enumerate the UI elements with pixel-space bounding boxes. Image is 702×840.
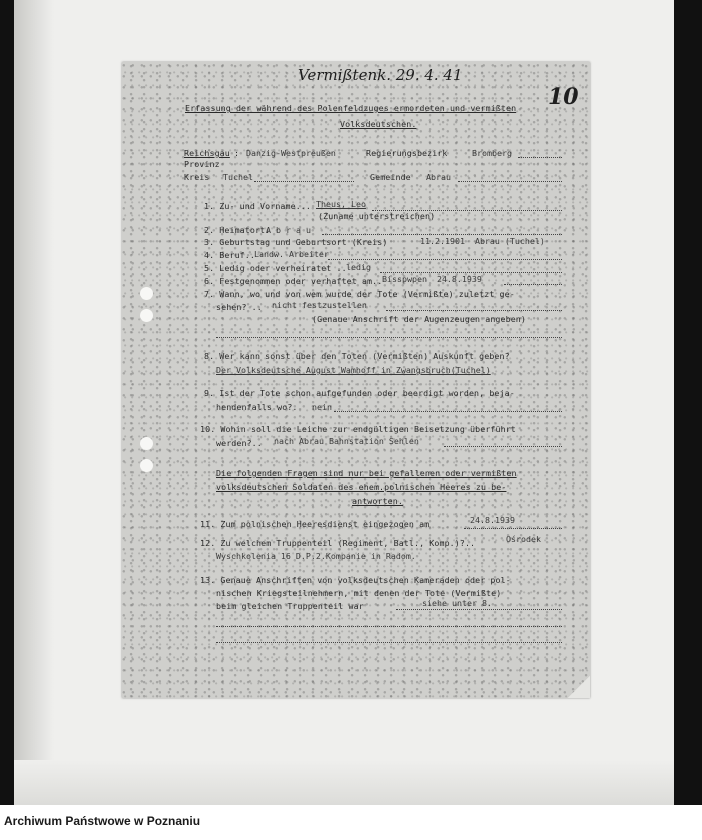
reichsgau-value: Danzig-Westpreußen [246, 148, 336, 158]
question-2-label: 2. Heimatort. [204, 225, 271, 235]
question-2-value: A b r a u [266, 225, 311, 235]
question-1-value: Theus, Leo [316, 199, 366, 209]
punch-hole [140, 287, 153, 300]
document-page: Vermißtenk. 29. 4. 41 10 Erfassung der während des Polenfeldzuges ermordeten und vermißten Volksdeutschen. Reichsgau : Danzig-Westpreußen Regierungsbezirk Bromberg Provinz Kreis Tuchel Gemeinde Abrau 1. Zu- und Vorname... Theus, Leo (Zuname unterstreichen) 2. Heimatort. A b r a u 3. Geburtstag und Geburtsort (Kreis) 11.2.1901 Abrau (Tuchel) 4. Beruf.. Landw. Arbeiter 5. Ledig oder verheiratet .. ledig 6. Festgenommen oder verhaftet am.. Bisspwpen 24.8.1939 7. Wann, wo und von wem wurde der Tote (Vermißte) zuletzt ge- sehen? .. nicht festzustellen (Genaue Anschrift der Augenzeugen angeben) 8. Wer kann sonst über den Toten (Vermißten) Auskunft geben? Der Volksdeutsche August Wamhoff in Zwangsbruch(Tuchel) 9. Ist der Tote schon aufgefunden oder beerdigt worden, beja- hendenfalls wo?. nein 10. Wohin soll die Leiche zur endgültigen Beisetzung überführt werden?.. nach Abrau Bahnstation Sehlen Die folgenden Fragen sind nur bei gefallenen oder vermißten volksdeutschen Soldaten des ehem.polnischen Heeres zu be- antworten. 11. Zum polnischen Heeresdienst eingezogen am 24.8.1939 12. Zu welchem Truppenteil (Regiment, Batl., Komp.)?.. Ośrodek Wyschkolenia 16 D.P.2.Kompanie in Radom. 13. Genaue Anschriften von volksdeutschen Kameraden oder pol- nischen Kriegsteilnehmern, mit denen der Tote (Vermißte) beim gleichen Truppenteil war siehe unter 8. [122, 62, 590, 698]
reichsgau-label: Reichsgau [184, 148, 230, 158]
soldiers-note-line-3: antworten. [352, 496, 403, 506]
gemeinde-value: Abrau [426, 172, 451, 182]
question-1-label: 1. Zu- und Vorname... [204, 201, 311, 211]
question-3-label: 3. Geburtstag und Geburtsort (Kreis) [204, 237, 388, 247]
question-13-line-1: 13. Genaue Anschriften von volksdeutschen Kameraden oder pol- [200, 575, 511, 585]
question-8-value: Der Volksdeutsche August Wamhoff in Zwangsbruch(Tuchel) [216, 365, 491, 375]
regierungsbezirk-value: Bromberg [472, 148, 512, 158]
frame-bottom-shade [14, 760, 674, 805]
question-7-value: nicht festzustellen [272, 300, 367, 310]
question-3-value: 11.2.1901 Abrau (Tuchel) [420, 236, 545, 246]
question-10-value: nach Abrau Bahnstation Sehlen [274, 436, 419, 446]
regierungsbezirk-label: Regierungsbezirk [366, 148, 448, 158]
handwritten-page-number: 10 [548, 84, 579, 110]
question-11-label: 11. Zum polnischen Heeresdienst eingezogen am [200, 519, 430, 529]
handwritten-header-note: Vermißtenk. 29. 4. 41 [298, 66, 463, 84]
question-6-value: Bisspwpen 24.8.1939 [382, 274, 482, 284]
document-title-line-1: Erfassung der während des Polenfeldzuges ermordeten und vermißten [185, 103, 517, 113]
provinz-label: Provinz [184, 159, 220, 169]
question-12-value: Ośrodek [506, 534, 541, 544]
question-11-value: 24.8.1939 [470, 515, 515, 525]
soldiers-note-line-1: Die folgenden Fragen sind nur bei gefallenen oder vermißten [216, 468, 517, 478]
gemeinde-label: Gemeinde [370, 172, 411, 182]
kreis-value: Tuchel [223, 172, 253, 182]
question-7-line-2: sehen? .. [216, 302, 262, 312]
punch-hole [140, 459, 153, 472]
question-9-value: nein [312, 402, 332, 412]
question-13-value: siehe unter 8. [422, 598, 492, 608]
question-12-line-2: Wyschkolenia 16 D.P.2.Kompanie in Radom. [216, 551, 416, 561]
question-6-label: 6. Festgenommen oder verhaftet am.. [204, 276, 383, 286]
question-5-value: ledig [346, 262, 371, 272]
question-10-line-2: werden?.. [216, 438, 262, 448]
question-4-label: 4. Beruf.. [204, 250, 255, 260]
question-13-line-2: nischen Kriegsteilnehmern, mit denen der Tote (Vermißte) [216, 588, 502, 598]
question-9-line-2: hendenfalls wo?. [216, 402, 298, 412]
question-7-note: (Genaue Anschrift der Augenzeugen angeben) [312, 314, 526, 324]
frame-shadow [14, 0, 54, 805]
kreis-label: Kreis [184, 172, 210, 182]
question-5-label: 5. Ledig oder verheiratet .. [204, 263, 347, 273]
question-9-line-1: 9. Ist der Tote schon aufgefunden oder beerdigt worden, beja- [204, 388, 515, 398]
question-8-line-1: 8. Wer kann sonst über den Toten (Vermißten) Auskunft geben? [204, 351, 510, 361]
question-1-note: (Zuname unterstreichen) [318, 211, 436, 221]
punch-hole [140, 309, 153, 322]
question-12-line-1: 12. Zu welchem Truppenteil (Regiment, Batl., Komp.)?.. [200, 538, 476, 548]
question-7-line-1: 7. Wann, wo und von wem wurde der Tote (Vermißte) zuletzt ge- [204, 289, 515, 299]
archive-caption: Archiwum Państwowe w Poznaniu [4, 814, 201, 828]
document-title-line-2: Volksdeutschen. [340, 119, 417, 129]
question-4-value: Landw. Arbeiter [254, 249, 329, 259]
question-10-line-1: 10. Wohin soll die Leiche zur endgültigen Beisetzung überführt [200, 424, 516, 434]
punch-hole [140, 437, 153, 450]
soldiers-note-line-2: volksdeutschen Soldaten des ehem.polnischen Heeres zu be- [216, 482, 507, 492]
question-13-line-3: beim gleichen Truppenteil war [216, 601, 364, 611]
